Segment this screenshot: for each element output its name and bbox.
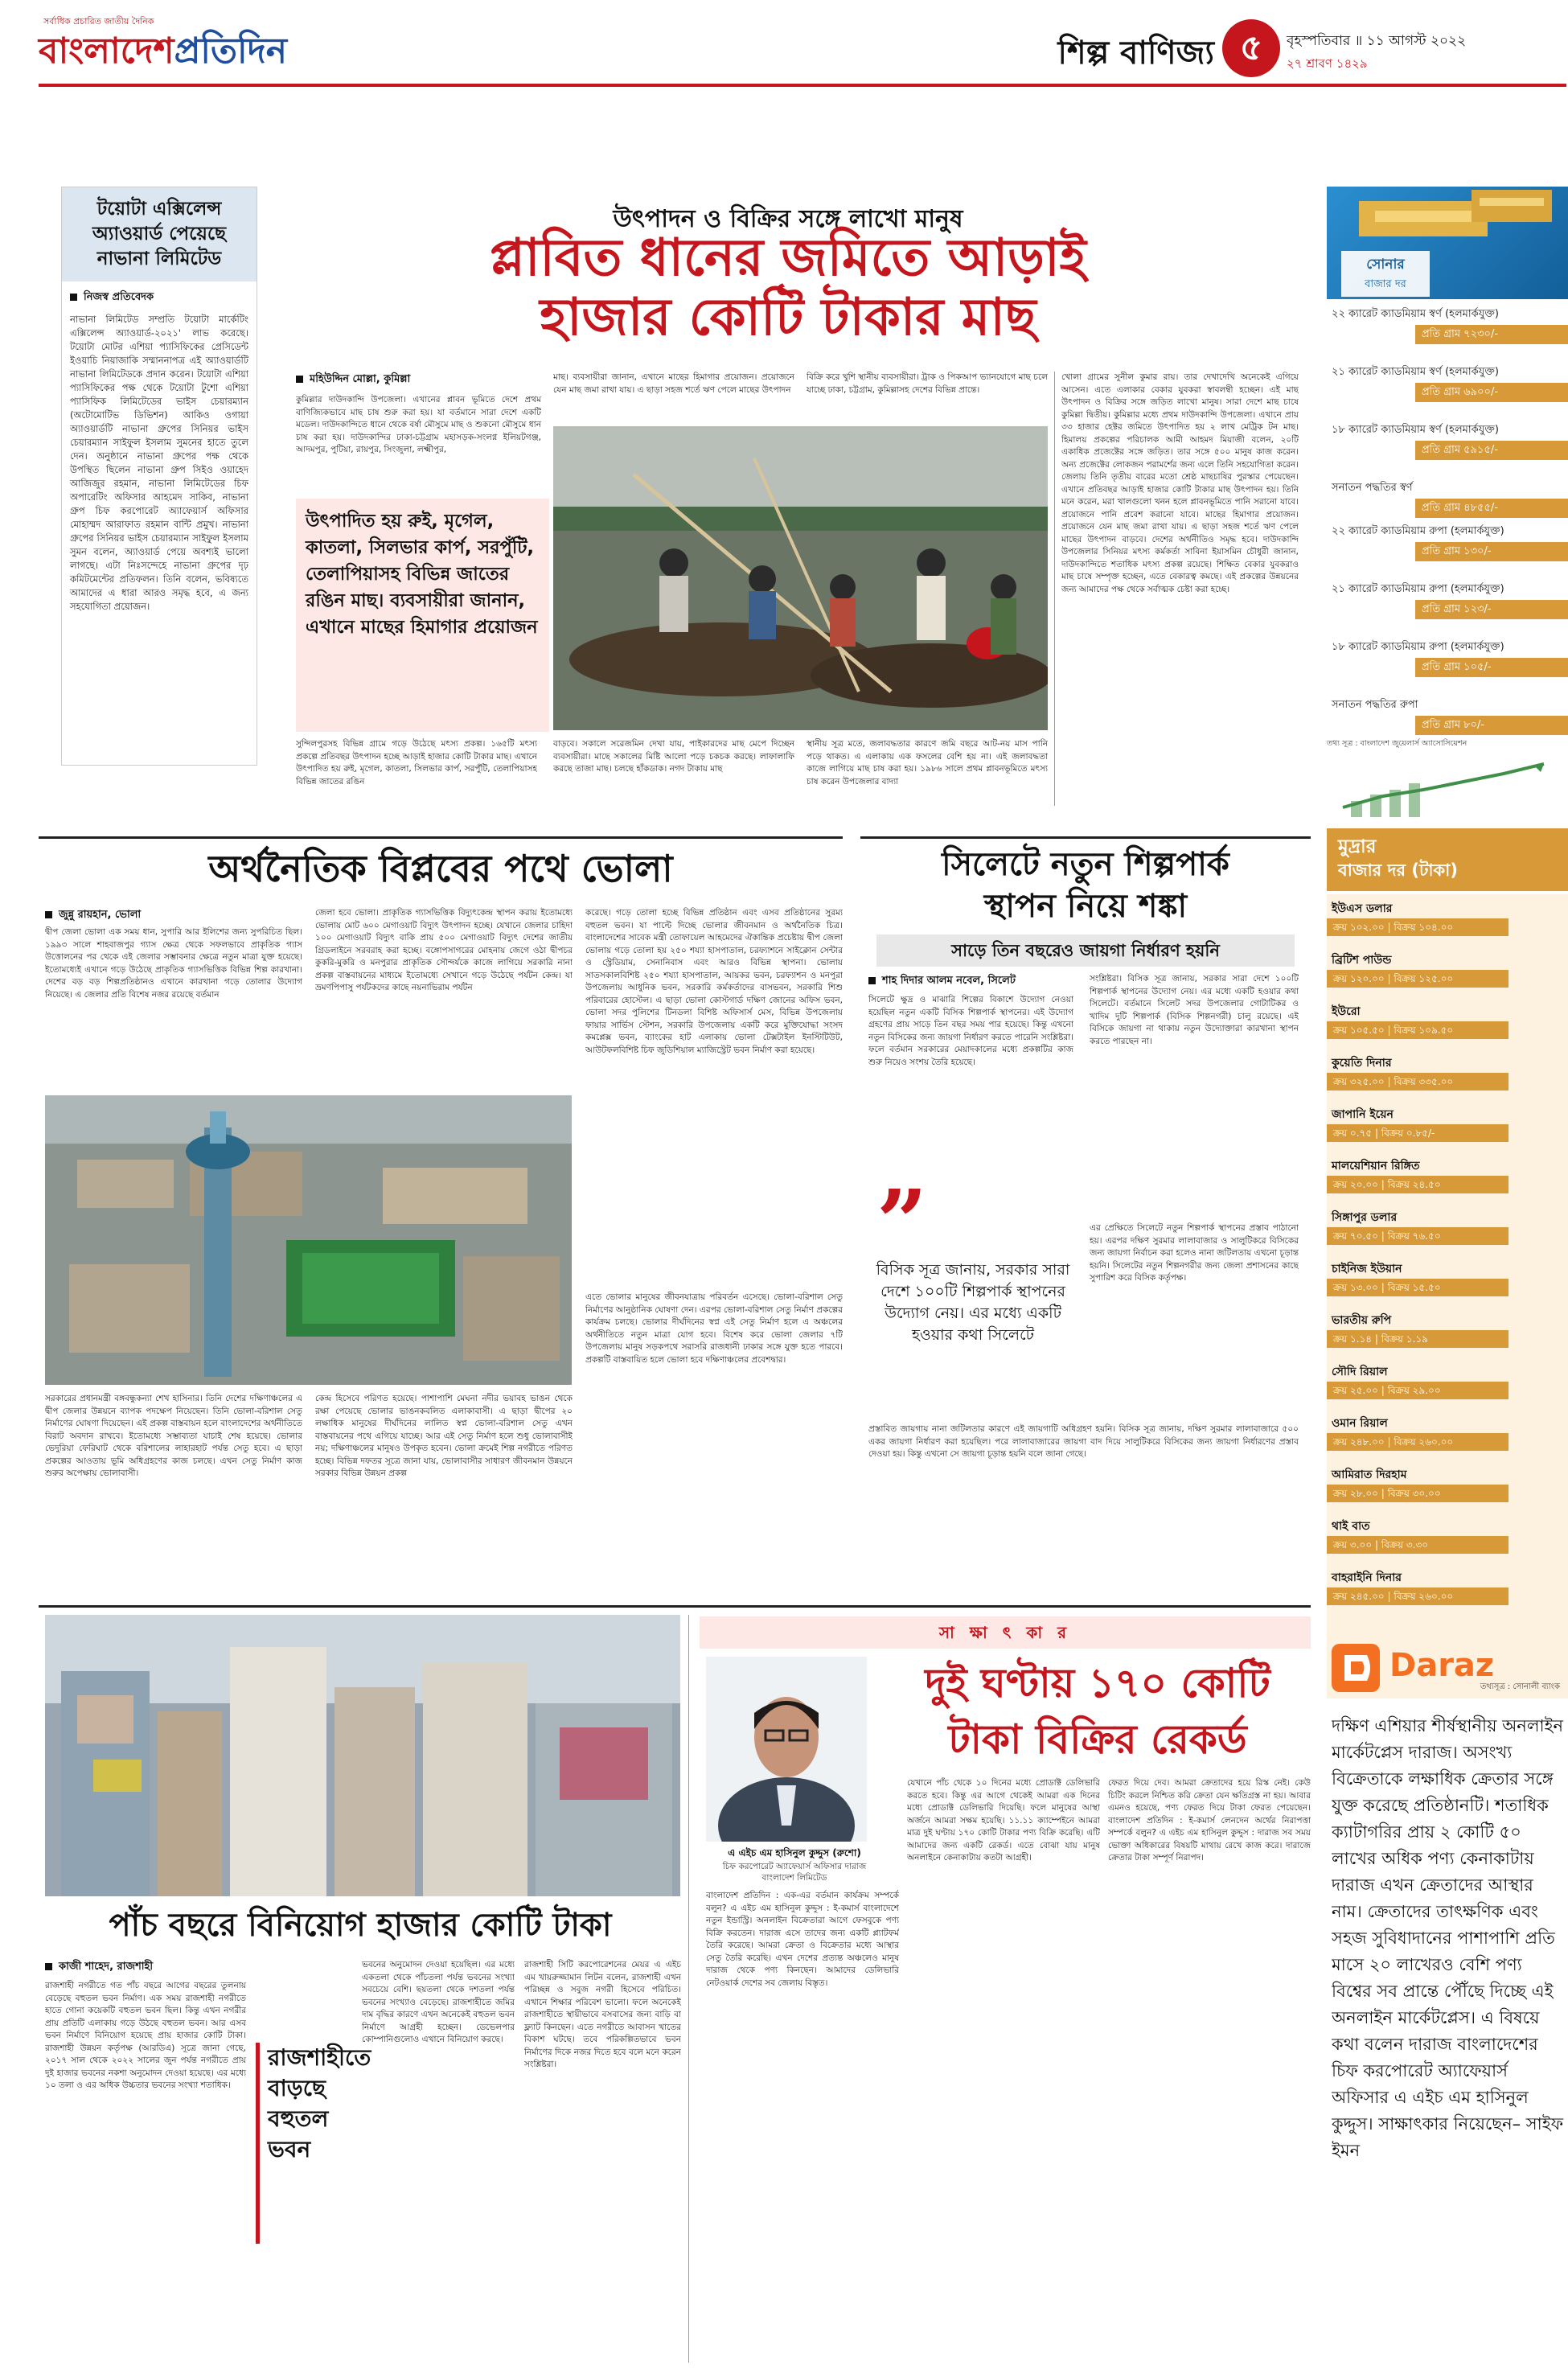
currency-name: সিঙ্গাপুর ডলার <box>1332 1211 1398 1224</box>
interview-caption-name: এ এইচ এম হাসিনুল কুদ্দুস (রুশো) <box>728 1847 861 1859</box>
growth-image <box>1335 758 1560 822</box>
toyota-headline: টয়োটা এক্সিলেন্স অ্যাওয়ার্ড পেয়েছে নাভানা লিমিটেড <box>62 187 257 281</box>
lead-col-1: কুমিল্লার দাউদকান্দি উপজেলা। এখানের প্লাবন ভূমিতে দেশে প্রথম বাণিজ্যিকভাবে মাছ চাষ শুরু করা হয়। যা বর্তমানে সারা দেশে একটি মডেল। দাউদকান্দিতে ধানে থেকে বর্ষা মৌসুমে মাছ ও শুকনো মৌসুমে ধান চাষ করা হয়। দাউদকান্দির ঢাকা-চট্টগ্রাম মহাসড়ক-সংলগ্ন ইলিয়টগঞ্জ, আদমপুর, পুটিয়া, রায়পুর, সিংজুলা, লক্ষ্মীপুর, <box>296 395 541 454</box>
interview-headline-2: টাকা বিক্রির রেকর্ড <box>948 1715 1247 1763</box>
lead-headline-2: হাজার কোটি টাকার মাছ <box>540 287 1036 347</box>
bhola-headline: অর্থনৈতিক বিপ্লবের পথে ভোলা <box>208 847 673 890</box>
fishing-illustration <box>553 426 1048 730</box>
currency-name: সৌদি রিয়াল <box>1332 1366 1388 1378</box>
byline-marker <box>45 911 52 918</box>
currency-name: বাহরাইনি দিনার <box>1332 1571 1402 1584</box>
lead-col-3: বিক্রি করে খুশি স্থানীয় ব্যবসায়ীরা। ট্রাক ও পিকআপ ভ্যানযোগে মাছ চলে যাচ্ছে ঢাকা, চট্টগ্রাম, কুমিল্লাসহ দেশের বিভিন্ন প্রান্তে। <box>807 372 1048 395</box>
invest-top-rule <box>39 1605 1311 1608</box>
currency-item <box>1327 951 1568 988</box>
gold-item <box>1327 637 1568 677</box>
currency-rate: ক্রয় ২৪৫.০০ | বিক্রয় ২৬০.০০ <box>1327 1587 1508 1605</box>
byline-marker <box>296 376 303 383</box>
lead-right-col: খোলা গ্রামের সুনীল কুমার রায়। তার দেখাদেখি অনেকেই এগিয়ে আসেন। এতে এলাকার বেকার যুবকরা স্বাবলম্বী হচ্ছেন। এই মাছ উৎপাদন ও বিক্রির সঙ্গে জড়িত লাখো মানুষ। সারা দেশে মাছ চাষে কুমিল্লা দ্বিতীয়। কুমিল্লার মধ্যে প্রথম দাউদকান্দি উপজেলা। এখানে প্রায় ৩৩ হাজার হেক্টর জমিতে উৎপাদিত হয় ২ লাখ মেট্রিক টন মাছ। হিমালয় প্রকল্পের পরিচালক আমী আহমদ মিয়াজী বলেন, ২০টি একাধিক প্রজেক্টের সঙ্গে জড়িত। তার সঙ্গে ৫০০ মানুষ কাজ করেন। অন্য প্রজেক্টের লোকজন পরামর্শের জন্য এলে তিনি সহযোগিতা করেন। জেলায় তিনি তৃতীয় বারের মতো শ্রেষ্ঠ মাছচাষির পুরস্কার পেয়েছেন। এখানে প্রতিবছর আড়াই হাজার কোটি টাকার মাছ উৎপাদন হয়। তিনি মনে করেন, মরা খালগুলো খনন হলে প্লাবনভূমিতে পানি সরানো যাবে। প্রয়োজনে পানি প্রবেশ করানো যাবে। মাছের হিমাগার প্রয়োজন। প্রয়োজনে যেন মাছ জমা রাখা যায়। এ ছাড়া সহজ শর্তে ঋণ পেলে মাছের উৎপাদন বাড়বে। দেশের অর্থনীতিও সমৃদ্ধ হবে। দাউদকান্দি উপজেলার সিনিয়র মৎস্য কর্মকর্তা সাবিনা ইয়াসমিন চৌধুরী জানান, দাউদকান্দিতে শতাধিক মৎস্য প্রকল্প রয়েছে। শিক্ষিত বেকার যুবকরাও মাছ চাষে সম্পৃক্ত হচ্ছেন, এতে বেকারত্ব কমছে। এই প্রকল্পের উন্নয়নের জন্য আমাদের পক্ষ থেকে সর্বাত্মক চেষ্টা করা হচ্ছে। <box>1061 372 1299 594</box>
gold-item-value: প্রতি গ্রাম ১২৩/- <box>1415 600 1568 619</box>
invest-pull <box>256 2043 371 2244</box>
gold-item <box>1327 478 1568 518</box>
lead-bottom-2: বাড়বে। সকালে সরেজমিন দেখা যায়, পাইকারদের মাছ মেপে দিচ্ছেন ব্যবসায়ীরা। মাছে সকালের মিষ্টি আলো পড়ে চকচক করছে। লাফালাফি করছে তাজা মাছ। চলছে হাঁকডাক। নগদ টাকায় মাছ <box>553 739 794 774</box>
sylhet-headline-2: স্থাপন নিয়ে শঙ্কা <box>983 888 1188 925</box>
section-title: শিল্প বাণিজ্য <box>1057 34 1214 72</box>
invest-col-2: ভবনের অনুমোদন দেওয়া হয়েছিল। এর মধ্যে একতলা থেকে পাঁচতলা পর্যন্ত ভবনের সংখ্যা সবচেয়ে বেশি। ছয়তলা থেকে দশতলা পর্যন্ত ভবনের সংখ্যাও বেড়েছে। রাজশাহীতে জমির দাম বৃদ্ধির কারণে এখন অনেকেই বহুতল ভবন নির্মাণে আগ্রহী হচ্ছেন। ডেভেলপার কোম্পানিগুলোও এখানে বিনিয়োগ করছে। <box>362 1960 515 2044</box>
gold-item <box>1327 420 1568 460</box>
toyota-body: নাভানা লিমিটেড সম্প্রতি টয়োটা মার্কেটিং এক্সিলেন্স অ্যাওয়ার্ড-২০২১' লাভ করেছে। টয়োটা মোটর এশিয়া প্যাসিফিকের প্রেসিডেন্ট ইওয়াচি নিয়াজাকি সম্মাননাপত্র এই অ্যাওয়ার্ডটি নাভানা লিমিটেডকে প্রদান করেন। টয়োটা এশিয়া প্যাসিফিকের পক্ষ থেকে টয়োটা টুশো এশিয়া প্যাসিফিক লিমিটেডের ভাইস চেয়ারম্যান (অটোমোটিভ ডিভিশন) আকিও ওগায়া অ্যাওয়ার্ডটি নাভানা গ্রুপের সিনিয়র ভাইস চেয়ারম্যান সাইফুল ইসলাম সুমনের হাতে তুলে দেন। অনুষ্ঠানে নাভানা গ্রুপের পক্ষ থেকে উপস্থিত ছিলেন নাভানা গ্রুপ সিইও ওয়াহেদ আজিজুর রহমান, নাভানা লিমিটেডের চিফ অপারেটিং অফিসার আহমেদ সাকিব, নাভানা গ্রুপ চিফ করপোরেট অ্যাফেয়ার্স অফিসার মোহাম্মদ আরাফাত রহমান বান্টি প্রমুখ। নাভানা গ্রুপের সিনিয়র ভাইস চেয়ারম্যান সাইফুল ইসলাম সুমন বলেন, অ্যাওয়ার্ড পেয়ে অবশ্যই ভালো লাগছে। এটা নিঃসন্দেহে নাভানা গ্রুপের দৃঢ় কমিটমেন্টের প্রতিফলন। তিনি বলেন, ভবিষ্যতে আমাদের এ ধারা আরও সমৃদ্ধ হবে, এ জন্য সহযোগিতা প্রয়োজন। <box>70 314 248 612</box>
lead-kicker: উৎপাদন ও বিক্রির সঙ্গে লাখো মানুষ <box>613 205 963 233</box>
interview-headline-1: দুই ঘণ্টায় ১৭০ কোটি <box>925 1659 1270 1707</box>
currency-item <box>1327 1156 1568 1193</box>
invest-byline: কাজী শাহেদ, রাজশাহী <box>59 1961 154 1973</box>
currency-rate: ক্রয় ২৮.০০ | বিক্রয় ৩০.০০ <box>1327 1485 1508 1502</box>
currency-rate: ক্রয় ৩২৫.০০ | বিক্রয় ৩৩৫.০০ <box>1327 1073 1508 1090</box>
masthead-name-2: প্রতিদিন <box>174 31 287 72</box>
currency-rate: ক্রয় ১২০.০০ | বিক্রয় ১২৫.০০ <box>1327 970 1508 988</box>
lead-divider <box>1054 372 1055 806</box>
gold-item-label: ২২ ক্যারেট ক্যাডমিয়াম স্বর্ণ (হলমার্কযুক্ত) <box>1332 308 1499 320</box>
currency-item <box>1327 1362 1568 1399</box>
gold-title-2: বাজার দর <box>1365 278 1406 290</box>
sylhet-byline: শাহ দিদার আলম নবেল, সিলেট <box>882 975 1016 987</box>
fishing-photo <box>553 426 1048 730</box>
sylhet-subhead <box>876 934 1295 967</box>
bhola-col-3: করেছে। গড়ে তোলা হচ্ছে বিভিন্ন প্রতিষ্ঠান এবং এসব প্রতিষ্ঠানের সুরম্য বহুতল ভবন। যা পাল্টে দিচ্ছে ভোলার জীবনমান ও অর্থনৈতিক চিত্র। বাংলাদেশের সাবেক মন্ত্রী তোফায়েল আহমেদের ঐকান্তিক প্রচেষ্টায় দ্বীপ জেলা ভোলায় গড়ে তোলা হয় ২৫০ শয্যা হাসপাতাল, চরফ্যাশনে সাইক্লোন সেন্টার ও স্ট্রেডিয়াম, সেনানিবাস এবং আরও বিভিন্ন স্থাপনা। ভোলায় সাতসকালবিশিষ্ট ২৫০ শয্যা হাসপাতাল, আয়কর ভবন, চরফ্যাশন ও মনপুরা উপজেলায় আধুনিক ভবন, সরকারি কর্মকর্তাদের বাসভবন, সরকারি শিশু পরিবারের হোস্টেল। এ ছাড়া ভোলা কোস্টগার্ড দক্ষিণ জোনের অফিস ভবন, ভোলা সদর পুলিশের টিনডলা বিশিষ্ট অফিসার্স মেস, বিভিন্ন উপজেলায় ফায়ার সার্ভিস স্টেশন, সরকারি উপজেলায় একটি করে মুক্তিযোদ্ধা সংসদ কমপ্লেক্স ভবন, ব্যাংকের হাট এলাকায় ভোলা টেক্সটাইল ইনস্টিটিউট, আউটফলবিশিষ্ট চিফ জুডিশিয়াল ম্যাজিস্ট্রেট ভবন নির্মাণ করা হয়েছে। <box>585 908 843 1055</box>
gold-item-label: ১৮ ক্যারেট ক্যাডমিয়াম রুপা (হলমার্কযুক্ত) <box>1332 641 1504 653</box>
gold-item <box>1327 579 1568 619</box>
currency-name: আমিরাত দিরহাম <box>1332 1468 1407 1481</box>
sylhet-col-3: এর প্রেক্ষিতে সিলেটে নতুন শিল্পপার্ক স্থাপনের প্রস্তাব পাঠানো হয়। এরপর দক্ষিণ সুরমার লালাবাজার ও সালুটিকরে বিসিকের জন্য জায়গা নির্বাচন করা হলেও নানা জটিলতায় এখনো চূড়ান্ত হয়নি। সিলেটের নতুন শিল্পনগরীর জন্য জেলা প্রশাসনের কাছে সুপারিশ করে বিসিক কর্তৃপক্ষ। <box>1090 1223 1299 1283</box>
sylhet-headline-1: সিলেটে নতুন শিল্পপার্ক <box>942 846 1229 883</box>
currency-source: তথ্যসূত্র : সোনালী ব্যাংক <box>1480 1682 1560 1691</box>
byline-marker <box>45 1963 52 1970</box>
currency-rate: ক্রয় ২৫.০০ | বিক্রয় ২৯.০০ <box>1327 1382 1508 1399</box>
interview-col-3: ফেরত দিয়ে দেব। আমরা ক্রেতাদের হয়ে রিস্ক নেই। কেউ চিটিং করলে নিশ্চিত করি ক্রেতা যেন ক্ষতিগ্রস্ত না হয়। আবার এমনও হয়েছে, পণ্য ফেরত দিয়ে টাকা ফেরত পেয়েছেন। বাংলাদেশ প্রতিদিন : ই-কমার্স লেনদেন অর্থের নিরাপত্তা সম্পর্কে বলুন? এ এইচ এম হাসিনুল কুদ্দুস : দারাজ সব সময় ভোক্তা অধিকারের বিষয়টি মাথায় রেখে কাজ করে। দারাজে ক্রেতার টাকা সম্পূর্ণ নিরাপদ। <box>1108 1778 1311 1863</box>
currency-name: জাপানি ইয়েন <box>1332 1108 1394 1121</box>
sylhet-col-4: প্রস্তাবিত জায়গায় নানা জটিলতার কারণে এই জায়গাটি অধিগ্রহণ হয়নি। বিসিক সূত্র জানায়, দক্ষিণ সুরমার লালাবাজারে ৫০০ একর জায়গা নির্ধারণ করা হয়েছিল। পরে লালাবাজারের জায়গা বাদ দিয়ে সালুটিকরে বিসিকের জন্য জায়গা নির্ধারণের প্রস্তাব দেওয়া হয়। কিন্তু এখনো সে জায়গা চূড়ান্ত হয়নি বলে জানা গেছে। <box>868 1424 1299 1459</box>
currency-rate: ক্রয় ১০২.০০ | বিক্রয় ১০৪.০০ <box>1327 918 1508 936</box>
currency-header <box>1327 828 1568 891</box>
gold-source: তথ্য সূত্র : বাংলাদেশ জুয়েলার্স অ্যাসোসিয়েশন <box>1327 739 1467 748</box>
quote-icon: ” <box>876 1170 928 1274</box>
portrait-photo <box>706 1657 867 1842</box>
sylhet-col-1: সিলেটে ক্ষুদ্র ও মাঝারি শিল্পের বিকাশে উদ্যোগ নেওয়া হয়েছিল নতুন একটি বিসিক শিল্পপার্ক স্থাপনের। এই উদ্যোগ গ্রহণের প্রায় সাড়ে তিন বছর সময় পার হয়েছে। কিন্তু এখনো নতুন বিসিকের জন্য জায়গা নির্ধারণ করতে পারেনি সংশ্লিষ্টরা। ফলে বর্তমান সরকারের মেয়াদকালের মধ্যে প্রকল্পটির কাজ শুরু নিয়েও সংশয় তৈরি হয়েছে। <box>868 995 1073 1067</box>
gold-item-value: প্রতি গ্রাম ৫৯১৫/- <box>1415 441 1568 460</box>
gold-item-label: ১৮ ক্যারেট ক্যাডমিয়াম স্বর্ণ (হলমার্কযুক্ত) <box>1332 424 1499 436</box>
page-number <box>1222 19 1280 77</box>
currency-name: কুয়েতি দিনার <box>1332 1057 1392 1070</box>
gold-item-value: প্রতি গ্রাম ৬৯০০/- <box>1415 383 1568 402</box>
currency-rate: ক্রয় ১.১৪ | বিক্রয় ১.১৯ <box>1327 1330 1508 1348</box>
currency-rate: ক্রয় ৭০.৫০ | বিক্রয় ৭৬.৫০ <box>1327 1227 1508 1245</box>
bhola-col-2: জেলা হবে ভোলা। প্রাকৃতিক গ্যাসভিত্তিক বিদ্যুৎকেন্দ্র স্থাপন করায় ইতোমধ্যে ভোলায় মোট ৬০০ মেগাওয়াট বিদ্যুৎ উৎপাদন হচ্ছে। যেখানে জেলার চাহিদা ১০০ মেগাওয়াট বিদ্যুৎ বাকি প্রায় ৫০০ মেগাওয়াট বিদ্যুৎ দেশের জাতীয় গ্রিডলাইনে সরবরাহ করা হচ্ছে। বঙ্গোপসাগরের মোহনায় জেগে ওঠা দ্বীপচর কুকরি-মুকরি ও মনপুরার প্রাকৃতিক সৌন্দর্যকে কাজে লাগিয়ে সরকারি নানা প্রকল্প বাস্তবায়নের মাধ্যমে ইতোমধ্যে সেখানে গড়ে উঠেছে পর্যটন কেন্দ্র। যা ভ্রমণপিপাসু পর্যটকদের কাছে নয়নাভিরাম পর্যটন <box>315 908 573 992</box>
daraz-logo <box>1332 1641 1557 1697</box>
sylhet-quote-text: বিসিক সূত্র জানায়, সরকার সারা দেশে ১০০টি শিল্পপার্ক স্থাপনের উদ্যোগ নেয়। এর মধ্যে একটি হওয়ার কথা সিলেটে <box>876 1261 1070 1344</box>
sylhet-col-2: সংশ্লিষ্টরা। বিসিক সূত্র জানায়, সরকার সারা দেশে ১০০টি শিল্পপার্ক স্থাপনের উদ্যোগ নেয়। এর মধ্যে একটি হওয়ার কথা সিলেটে। বর্তমানে সিলেট সদর উপজেলার গোটাটিকর ও খাদিম দুটি শিল্পপার্ক (বিসিক শিল্পনগরী) চালু রয়েছে। এই বিসিকে জায়গা না থাকায় নতুন উদ্যোক্তারা কারখানা স্থাপন করতে পারছেন না। <box>1090 974 1299 1046</box>
gold-item-label: ২১ ক্যারেট ক্যাডমিয়াম স্বর্ণ (হলমার্কযুক্ত) <box>1332 366 1499 378</box>
bhola-bottom-2: কেন্দ্র হিসেবে পরিণত হয়েছে। পাশাপাশি মেঘনা নদীর ভয়াবহ ভাঙন থেকে রক্ষা পেয়েছে ভোলার ভাঙনকবলিত এলাকাবাসী। এ ছাড়া দ্বীপের ২০ লক্ষাধিক মানুষের দীর্ঘদিনের লালিত স্বপ্ন ভোলা-বরিশাল সেতু এখন বাস্তবায়নের পথে এগিয়ে যাচ্ছে। আর এই সেতু নির্মাণ হলে শুধু ভোলাবাসীই নয়; দক্ষিণাঞ্চলের মানুষও উপকৃত হবেন। ভোলা ক্রমেই শিল্প নগরীতে পরিণত হচ্ছে। বিভিন্ন দফতর সূত্রে জানা যায়, ভোলাবাসীর সাধারণ জীবনমান উন্নয়নে সরকার বিভিন্ন উন্নয়ন প্রকল্প <box>315 1394 573 1478</box>
interview-label-bar <box>700 1616 1311 1649</box>
portrait-illustration <box>706 1657 867 1842</box>
invest-divider <box>688 1615 689 2363</box>
page-number-text: ৫ <box>1239 27 1263 68</box>
gold-title-1: সোনার <box>1366 257 1405 273</box>
gold-item-value: প্রতি গ্রাম ১৩০/- <box>1415 542 1568 561</box>
interview-col-1: বাংলাদেশ প্রতিদিন : এক-এর বর্তমান কার্যক্রম সম্পর্কে বলুন? এ এইচ এম হাসিনুল কুদ্দুস : ই-কমার্স বাংলাদেশে নতুন ইন্ডাস্ট্রি। অনলাইন বিক্রেতারা আগে ফেসবুকে পণ্য বিক্রি করতেন। দারাজ এসে তাদের জন্য একটি প্ল্যাটফর্ম তৈরি করেছে। আমরা ক্রেতা ও বিক্রেতার মধ্যে আস্থার সেতু তৈরি করেছি। এখন দেশের প্রত্যন্ত অঞ্চলেও মানুষ দারাজ থেকে পণ্য কিনছেন। আমাদের ডেলিভারি নেটওয়ার্ক দেশের সব জেলায় বিস্তৃত। <box>706 1891 899 1988</box>
currency-rate: ক্রয় ২৪৮.০০ | বিক্রয় ২৬০.০০ <box>1327 1433 1508 1451</box>
currency-name: ভারতীয় রুপি <box>1332 1314 1392 1327</box>
bhola-col-1: দ্বীপ জেলা ভোলা এক সময় ধান, সুপারি আর ইলিশের জন্য সুপরিচিত ছিল। ১৯৯৩ সালে শাহবাজপুর গ্যাস ক্ষেত্র থেকে সফলভাবে প্রাকৃতিক গ্যাস উত্তোলনের পর থেকে এই জেলার সম্ভাবনার ক্ষেত্রে নতুন মাত্রা যুক্ত হয়েছে। ইতোমধ্যেই এখানে গড়ে উঠেছে প্রাকৃতিক গ্যাসভিত্তিক বিভিন্ন শিল্প কারখানা। দেশের বড় বড় শিল্পপ্রতিষ্ঠানও এখানে কারখানা গড়ে তোলার উদ্যোগ নিয়েছে। এ জেলার প্রতি বিশেষ নজর রয়েছে বর্তমান <box>45 927 302 1000</box>
invest-pull-text: রাজশাহীতে বাড়ছে বহুতল ভবন <box>268 2044 371 2162</box>
gold-item-value: প্রতি গ্রাম ৪৮৫৫/- <box>1415 499 1568 518</box>
currency-item <box>1327 1311 1568 1348</box>
daraz-brand: Daraz <box>1389 1647 1495 1684</box>
gold-item-value: প্রতি গ্রাম ৮০/- <box>1415 716 1568 735</box>
gold-item <box>1327 362 1568 402</box>
growth-chart-icon <box>1335 758 1560 822</box>
currency-item <box>1327 1568 1568 1605</box>
currency-rate: ক্রয় ০.৭৫ | বিক্রয় ০.৮৫/- <box>1327 1124 1508 1142</box>
masthead-name-1: বাংলাদেশ <box>39 31 174 72</box>
rajshahi-buildings-illustration <box>45 1615 680 1896</box>
lead-col-2: মাছ। ব্যবসায়ীরা জানান, এখানে মাছের হিমাগার প্রয়োজন। প্রয়োজনে যেন মাছ জমা রাখা যায়। এ ছাড়া সহজ শর্তে ঋণ পেলে মাছের উৎপাদন <box>553 372 794 395</box>
bhola-aerial-illustration <box>45 1095 572 1385</box>
masthead <box>39 14 344 79</box>
currency-name: ব্রিটিশ পাউন্ড <box>1332 954 1392 967</box>
invest-col-1: রাজশাহী নগরীতে গত পাঁচ বছরে আগের বছরের তুলনায় বেড়েছে বহুতল ভবন নির্মাণ। এক সময় রাজশাহী নগরীতে হাতে গোনা কয়েকটি বহুতল ভবন ছিল। কিন্তু এখন নগরীর প্রায় প্রতিটি এলাকায় গড়ে উঠছে বহুতল ভবন। আর এসব ভবন নির্মাণে বিনিয়োগ হয়েছে প্রায় হাজার কোটি টাকা। রাজশাহী উন্নয়ন কর্তৃপক্ষ (আরডিএ) সূত্রে জানা গেছে, ২০১৭ সাল থেকে ২০২২ সালের জুন পর্যন্ত নগরীতে প্রায় দুই হাজার ভবনের নকশা অনুমোদন দেওয়া হয়েছে। এর মধ্যে ১০ তলা ও এর অধিক উচ্চতার ভবনের সংখ্যা শতাধিক। <box>45 1981 246 2090</box>
currency-item <box>1327 899 1568 936</box>
currency-rate: ক্রয় ২০.০০ | বিক্রয় ২৪.৫০ <box>1327 1176 1508 1193</box>
byline-marker <box>70 294 77 301</box>
byline-marker <box>868 977 876 984</box>
gold-item-label: ২১ ক্যারেট ক্যাডমিয়াম রুপা (হলমার্কযুক্ত) <box>1332 583 1504 595</box>
invest-col-3: রাজশাহী সিটি করপোরেশনের মেয়র এ এইচ এম খায়রুজ্জামান লিটন বলেন, রাজশাহী এখন পরিচ্ছন্ন ও সবুজ নগরী হিসেবে পরিচিত। এখানে শিক্ষার পরিবেশ ভালো। ফলে অনেকেই রাজশাহীতে স্থায়ীভাবে বসবাসের জন্য বাড়ি বা ফ্ল্যাট কিনছেন। এতে নগরীতে আবাসন খাতের বিকাশ ঘটছে। তবে পরিকল্পিতভাবে ভবন নির্মাণের দিকে নজর দিতে হবে বলে মনে করেন সংশ্লিষ্টরা। <box>524 1960 681 2069</box>
currency-item <box>1327 1517 1568 1554</box>
gold-item-value: প্রতি গ্রাম ৭২৩০/- <box>1415 325 1568 344</box>
sylhet-quote <box>868 1170 1077 1415</box>
currency-title-2: বাজার দর (টাকা) <box>1338 860 1458 880</box>
gold-header <box>1327 187 1568 299</box>
interview-col-2: যেখানে পাঁচ থেকে ১০ দিনের মধ্যে প্রোডাক্ট ডেলিভারি করতে হবে। কিন্তু এর আগে থেকেই আমরা এক দিনের মধ্যে প্রোডাক্ট ডেলিভারি দিয়েছি। ফলে মানুষের আস্থা অর্জনে আমরা সক্ষম হয়েছি। ১১.১১ ক্যাম্পেইনে আমরা মাত্র দুই ঘণ্টায় ১৭০ কোটি টাকার পণ্য বিক্রি করেছি। এটি আমাদের জন্য একটি রেকর্ড। এতে বোঝা যায় মানুষ অনলাইনে কেনাকাটায় কতটা আগ্রহী। <box>907 1778 1100 1863</box>
currency-name: চাইনিজ ইউয়ান <box>1332 1263 1402 1275</box>
gold-item-label: সনাতন পদ্ধতির স্বর্ণ <box>1332 482 1413 494</box>
gold-item-label: ২২ ক্যারেট ক্যাডমিয়াম রুপা (হলমার্কযুক্ত) <box>1332 525 1504 537</box>
currency-rate: ক্রয় ১০৫.৫০ | বিক্রয় ১০৯.৫০ <box>1327 1021 1508 1039</box>
daraz-body: দক্ষিণ এশিয়ার শীর্ষস্থানীয় অনলাইন মার্কেটপ্লেস দারাজ। অসংখ্য বিক্রেতাকে লক্ষাধিক ক্রেতার সঙ্গে যুক্ত করেছে প্রতিষ্ঠানটি। শতাধিক ক্যাটাগরির প্রায় ২ কোটি ৫০ লাখের অধিক পণ্য কেনাকাটায় দারাজ এখন ক্রেতাদের আস্থার নাম। ক্রেতাদের তাৎক্ষণিক এবং সহজ সুবিধাদানের পাশাপাশি প্রতি মাসে ২০ লাখেরও বেশি পণ্য বিশ্বের সব প্রান্তে পৌঁছে দিচ্ছে এই অনলাইন মার্কেটপ্লেস। এ বিষয়ে কথা বলেন দারাজ বাংলাদেশের চিফ করপোরেট অ্যাফেয়ার্স অফিসার এ এইচ এম হাসিনুল কুদ্দুস। সাক্ষাৎকার নিয়েছেন– সাইফ ইমন <box>1332 1716 1564 2160</box>
gold-item <box>1327 304 1568 344</box>
bhola-photo <box>45 1095 572 1385</box>
date-line-1: বৃহস্পতিবার ॥ ১১ আগস্ট ২০২২ <box>1287 33 1467 49</box>
gold-item-label: সনাতন পদ্ধতির রুপা <box>1332 699 1418 711</box>
interview-caption-role: চিফ করপোরেট অ্যাফেয়ার্স অফিসার দারাজ বাংলাদেশ লিমিটেড <box>722 1862 867 1883</box>
currency-name: থাই বাত <box>1332 1520 1370 1533</box>
currency-name: ইউরো <box>1332 1005 1361 1018</box>
lead-byline: মহিউদ্দিন মোল্লা, কুমিল্লা <box>310 373 411 385</box>
bhola-bottom-1: সরকারের প্রধানমন্ত্রী বঙ্গবন্ধুকন্যা শেখ হাসিনার। তিনি দেশের দক্ষিণাঞ্চলের এ দ্বীপ জেলার উন্নয়নে ব্যাপক পদক্ষেপ নিয়েছেন। তিনি ভোলা-বরিশাল সেতু নির্মাণের ঘোষণা দিয়েছেন। এই প্রকল্প বাস্তবায়ন হলে বাংলাদেশের অর্থনীতিতে বিরাট অবদান রাখবে। ইতোমধ্যে সম্ভাব্যতা যাচাই শেষ হয়েছে। ভোলার ভেদুরিয়া ফেরিঘাট থেকে বরিশালের লাহারহাট পর্যন্ত সেতু হবে। এ ছাড়া প্রকল্পের আওতায় ভূমি অধিগ্রহণের কাজ চলছে। এখন সেতু নির্মাণ কাজ শুরুর অপেক্ষায় ভোলাবাসী। <box>45 1394 302 1478</box>
currency-item <box>1327 1054 1568 1090</box>
date-line-2: ২৭ শ্রাবণ ১৪২৯ <box>1287 56 1368 71</box>
lead-bottom-3: স্থানীয় সূত্র মতে, জলাবদ্ধতার কারণে জমি বছরে আট-নয় মাস পানি পড়ে থাকত। এ এলাকায় এক ফসলের বেশি হয় না। এই জলাবদ্ধতা কাজে লাগিয়ে মাছ চাষ করা হয়। ১৯৮৬ সালে প্রথম প্লাবনভূমিতে মৎস্য চাষ করেন উপজেলার বাদ্যা <box>807 739 1048 787</box>
gold-title <box>1341 251 1430 297</box>
bhola-col-4: এতে ভোলার মানুষের জীবনযাত্রায় পরিবর্তন এসেছে। ভোলা-বরিশাল সেতু নির্মাণের আনুষ্ঠানিক ঘোষণা দেন। এরপর ভোলা-বরিশাল সেতু নির্মাণ প্রকল্পের কার্যক্রম চলছে। ভোলার দীর্ঘদিনের স্বপ্ন এই সেতু নির্মাণ হলে এ অঞ্চলের অর্থনীতিতে নতুন মাত্রা যোগ হবে। বিশেষ করে ভোলা জেলার ৭টি উপজেলায় মানুষ সড়কপথে সরাসরি রাজধানী ঢাকার সঙ্গে যুক্ত হতে পারবে। প্রকল্পটি বাস্তবায়িত হলে ভোলা হবে দক্ষিণাঞ্চলের প্রবেশদ্বার। <box>585 1292 843 1365</box>
currency-title-1: মুদ্রার <box>1338 836 1377 857</box>
currency-rate: ক্রয় ৩.০০ | বিক্রয় ৩.৩০ <box>1327 1536 1508 1554</box>
currency-name: ওমান রিয়াল <box>1332 1417 1388 1430</box>
daraz-logo-icon <box>1332 1644 1380 1692</box>
toyota-box <box>61 187 257 766</box>
currency-item <box>1327 1002 1568 1039</box>
sylhet-subhead-text: সাড়ে তিন বছরেও জায়গা নির্ধারণ হয়নি <box>951 941 1220 960</box>
lead-headline-1: প্লাবিত ধানের জমিতে আড়াই <box>490 228 1086 288</box>
lead-pull-quote-text: উৎপাদিত হয় রুই, মৃগেল, কাতলা, সিলভার কার্প, সরপুঁটি, তেলাপিয়াসহ বিভিন্ন জাতের রঙিন মাছ। ব্যবসায়ীরা জানান, এখানে মাছের হিমাগার প্রয়োজন <box>306 511 538 638</box>
currency-item <box>1327 1414 1568 1451</box>
gold-item <box>1327 695 1568 735</box>
gold-item <box>1327 521 1568 561</box>
currency-name: মালয়েশিয়ান রিঙ্গিত <box>1332 1160 1420 1173</box>
bhola-byline: জুন্নু রায়হান, ভোলা <box>59 909 142 921</box>
currency-item <box>1327 1465 1568 1502</box>
gold-item-value: প্রতি গ্রাম ১০৫/- <box>1415 658 1568 677</box>
rajshahi-photo <box>45 1615 680 1896</box>
sylhet-top-rule <box>860 836 1311 839</box>
masthead-tagline: সর্বাধিক প্রচারিত জাতীয় দৈনিক <box>43 16 154 27</box>
header-rule <box>39 84 1566 87</box>
currency-name: ইউএস ডলার <box>1332 902 1393 915</box>
lead-pull-quote <box>296 499 549 732</box>
toyota-byline: নিজস্ব প্রতিবেদক <box>84 291 154 303</box>
lead-bottom-1: সুন্দিলপুরসহ বিভিন্ন গ্রামে গড়ে উঠেছে মৎস্য প্রকল্প। ১৬৫টি মৎস্য প্রকল্পে প্রতিবছর উৎপাদন হচ্ছে আড়াই হাজার কোটি টাকার মাছ। এখানে উৎপাদিত হয় রুই, মৃগেল, কাতলা, সিলভার কার্প, সরপুঁটি, তেলাপিয়াসহ বিভিন্ন জাতের রঙিন <box>296 739 537 787</box>
currency-item <box>1327 1208 1568 1245</box>
currency-item <box>1327 1105 1568 1142</box>
bhola-top-rule <box>39 836 843 839</box>
invest-headline: পাঁচ বছরে বিনিয়োগ হাজার কোটি টাকা <box>109 1907 612 1944</box>
currency-rate: ক্রয় ১৩.০০ | বিক্রয় ১৫.৫০ <box>1327 1279 1508 1296</box>
interview-label: সা ক্ষা ৎ কা র <box>938 1623 1072 1642</box>
currency-item <box>1327 1259 1568 1296</box>
